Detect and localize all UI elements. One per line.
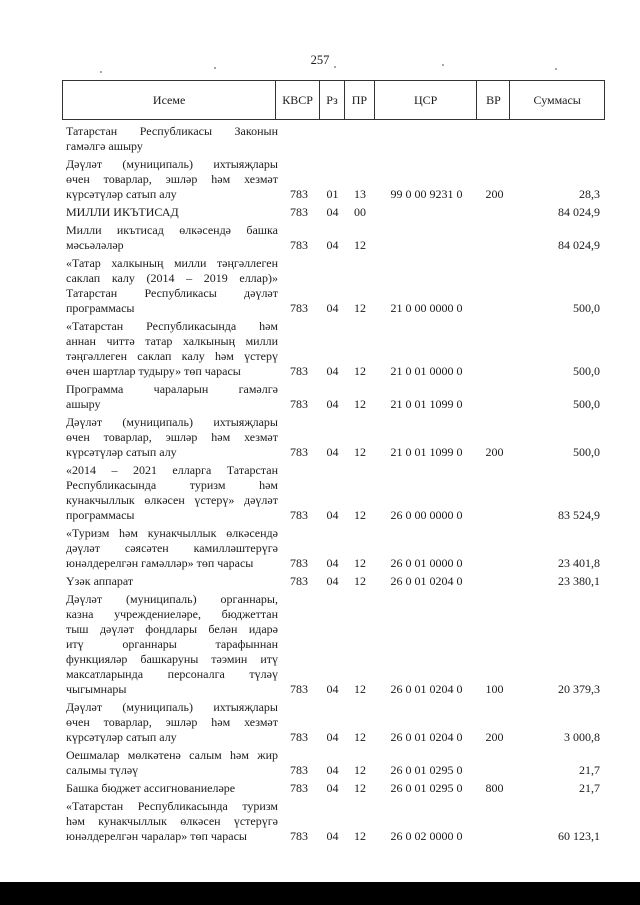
row-kvsr: 783: [290, 187, 308, 201]
row-kvsr: 783: [290, 301, 308, 315]
row-name-line: чыгымнары: [66, 682, 127, 696]
row-name: [66, 748, 278, 778]
row-kvsr: 783: [290, 574, 308, 588]
row-name-line: өчен шартлар тудыру» төп чарасы: [66, 364, 241, 378]
row-csr: 26 0 01 0204 0: [390, 682, 463, 696]
row-name-line: кунакчыллык өлкәсен үстерү» дәүләт: [66, 493, 278, 507]
row-pr: 12: [354, 556, 366, 570]
table-row: [66, 799, 600, 844]
row-vr: 200: [485, 187, 504, 201]
row-name-line: максатларында персоналга түләү: [66, 667, 278, 681]
row-rz: 04: [326, 556, 339, 570]
row-name-line: өчен товарлар, эшләр һәм хезмәт: [66, 172, 278, 186]
row-rz: 04: [326, 829, 339, 843]
table-row: [66, 157, 600, 202]
row-name-line: Дәүләт (муниципаль) органнары,: [66, 592, 278, 606]
row-name-line: «Татарстан Республикасында туризм: [66, 799, 278, 813]
row-name: [66, 700, 278, 745]
row-name: [66, 526, 278, 571]
row-sum: 21,7: [579, 781, 600, 795]
row-kvsr: 783: [290, 682, 308, 696]
row-name-line: салымы түләү: [66, 763, 139, 777]
table-row: [66, 415, 600, 460]
row-kvsr: 783: [290, 364, 308, 378]
row-pr: 12: [354, 781, 366, 795]
column-header-pr: ПР: [345, 81, 375, 119]
row-name-line: тәңгәллеген саклап калу һәм үстерү: [66, 349, 278, 363]
row-rz: 04: [326, 238, 339, 252]
row-rz: 04: [326, 397, 339, 411]
row-name-line: итү органнары тарафыннан: [66, 637, 278, 651]
row-name-line: Милли икътисад өлкәсендә башка: [66, 223, 278, 237]
row-pr: 12: [354, 301, 366, 315]
row-name-line: Татарстан Республикасы дәүләт: [66, 286, 278, 300]
table-row: [66, 223, 600, 253]
row-name-line: «Татар халкының милли тәңгәллеген: [66, 256, 278, 270]
row-csr: 21 0 01 0000 0: [390, 364, 463, 378]
row-name-line: өчен товарлар, эшләр һәм хезмәт: [66, 715, 278, 729]
scan-speck: [334, 66, 336, 68]
scan-speck: [214, 67, 216, 69]
row-name-line: өчен товарлар, эшләр һәм хезмәт: [66, 430, 278, 444]
row-name-line: «2014 – 2021 елларга Татарстан: [66, 463, 278, 477]
table-row: [66, 124, 600, 154]
row-csr: 21 0 00 0000 0: [390, 301, 463, 315]
row-rz: 04: [326, 730, 339, 744]
column-header-vr: ВР: [477, 81, 510, 119]
row-pr: 12: [354, 829, 366, 843]
row-name-line: программасы: [66, 301, 135, 315]
row-sum: 60 123,1: [558, 829, 600, 843]
row-sum: 23 380,1: [558, 574, 600, 588]
table-body: [66, 124, 600, 847]
row-kvsr: 783: [290, 445, 308, 459]
scan-speck: [442, 64, 444, 66]
row-name: [66, 319, 278, 379]
row-sum: 500,0: [573, 364, 600, 378]
row-name-line: Дәүләт (муниципаль) ихтыяҗлары: [66, 700, 278, 714]
row-name-line: күрсәтүләр сатып алу: [66, 445, 177, 459]
row-csr: 26 0 02 0000 0: [390, 829, 463, 843]
page-number: 257: [310, 53, 330, 67]
row-csr: 21 0 01 1099 0: [390, 397, 463, 411]
scan-speck: [100, 71, 102, 73]
row-name-line: күрсәтүләр сатып алу: [66, 187, 177, 201]
row-name-line: Оешмалар мөлкәтенә салым һәм жир: [66, 748, 278, 762]
row-kvsr: 783: [290, 508, 308, 522]
row-kvsr: 783: [290, 730, 308, 744]
row-csr: 26 0 00 0000 0: [390, 508, 463, 522]
row-name: [66, 157, 278, 202]
row-rz: 04: [326, 301, 339, 315]
row-name-line: Республикасында туризм һәм: [66, 478, 278, 492]
row-name: [66, 781, 278, 796]
row-name: [66, 223, 278, 253]
row-rz: 04: [326, 205, 339, 219]
row-sum: 23 401,8: [558, 556, 600, 570]
row-csr: 26 0 01 0204 0: [390, 574, 463, 588]
row-rz: 04: [326, 574, 339, 588]
row-name-line: «Татарстан Республикасында һәм: [66, 319, 278, 333]
row-name-line: Дәүләт (муниципаль) ихтыяҗлары: [66, 415, 278, 429]
row-name-line: мәсьәләләр: [66, 238, 124, 252]
row-name-line: саклап калу (2014 – 2019 еллар)»: [66, 271, 278, 285]
row-sum: 500,0: [573, 301, 600, 315]
column-header-rz: Рз: [320, 81, 345, 119]
row-name-line: аннан читтә татар халкының милли: [66, 334, 278, 348]
row-name: [66, 463, 278, 523]
row-pr: 12: [354, 730, 366, 744]
row-csr: 26 0 01 0295 0: [390, 781, 463, 795]
row-csr: 26 0 01 0000 0: [390, 556, 463, 570]
row-name-line: казна учреждениеләре, бюджеттан: [66, 607, 278, 621]
row-rz: 04: [326, 781, 339, 795]
row-sum: 28,3: [579, 187, 600, 201]
row-name-line: Программа чараларын гамәлгә: [66, 382, 278, 396]
row-name-line: Дәүләт (муниципаль) ихтыяҗлары: [66, 157, 278, 171]
row-name: [66, 799, 278, 844]
table-row: [66, 574, 600, 589]
row-csr: 99 0 00 9231 0: [390, 187, 463, 201]
row-name-line: тыш дәүләт фондлары белән идарә: [66, 622, 278, 636]
row-name-line: һәм кунакчыллык өлкәсен үстерүгә: [66, 814, 278, 828]
row-csr: 21 0 01 1099 0: [390, 445, 463, 459]
row-rz: 04: [326, 445, 339, 459]
row-sum: 500,0: [573, 397, 600, 411]
row-name-line: Үзәк аппарат: [66, 574, 134, 588]
row-vr: 200: [485, 730, 504, 744]
row-sum: 84 024,9: [558, 205, 600, 219]
row-kvsr: 783: [290, 205, 308, 219]
row-csr: 26 0 01 0204 0: [390, 730, 463, 744]
row-sum: 20 379,3: [558, 682, 600, 696]
column-header-sum: Суммасы: [533, 92, 581, 107]
row-csr: 26 0 01 0295 0: [390, 763, 463, 777]
column-header-csr: ЦСР: [375, 81, 478, 119]
row-name: [66, 256, 278, 316]
row-name-line: Татарстан Республикасы Законын: [66, 124, 278, 138]
row-name-line: дәүләт сәясәтен камилләштерүгә: [66, 541, 278, 555]
row-vr: 800: [485, 781, 504, 795]
row-name: [66, 574, 278, 589]
row-vr: 200: [485, 445, 504, 459]
table-row: [66, 748, 600, 778]
row-rz: 01: [326, 187, 339, 201]
row-pr: 12: [354, 574, 366, 588]
row-name-line: программасы: [66, 508, 135, 522]
row-sum: 3 000,8: [564, 730, 600, 744]
row-pr: 12: [354, 364, 366, 378]
row-pr: 12: [354, 763, 366, 777]
row-name: [66, 592, 278, 697]
row-pr: 12: [354, 397, 366, 411]
row-pr: 12: [354, 445, 366, 459]
table-row: [66, 781, 600, 796]
row-vr: 100: [485, 682, 504, 696]
row-pr: 13: [354, 187, 366, 201]
row-name: [66, 382, 278, 412]
row-sum: 84 024,9: [558, 238, 600, 252]
column-header-name: Исеме: [63, 81, 276, 119]
row-name: [66, 205, 278, 220]
row-name-line: МИЛЛИ ИКЪТИСАД: [66, 205, 179, 219]
row-sum: 500,0: [573, 445, 600, 459]
row-kvsr: 783: [290, 763, 308, 777]
column-header-kvsr: КВСР: [276, 81, 320, 119]
table-row: [66, 700, 600, 745]
row-name-line: юнәлдерелгән гамәлләр» төп чарасы: [66, 556, 254, 570]
row-name-line: ашыру: [66, 397, 101, 411]
table-row: [66, 256, 600, 316]
row-kvsr: 783: [290, 556, 308, 570]
row-name-line: «Туризм һәм кунакчыллык өлкәсендә: [66, 526, 278, 540]
row-pr: 12: [354, 508, 366, 522]
row-rz: 04: [326, 763, 339, 777]
table-row: [66, 319, 600, 379]
table-row: [66, 526, 600, 571]
table-row: [66, 592, 600, 697]
row-name: [66, 415, 278, 460]
row-name-line: Башка бюджет ассигнованиеләре: [66, 781, 236, 795]
scan-edge-bar: [0, 882, 640, 905]
scan-speck: [555, 68, 557, 70]
row-name-line: юнәлдерелгән чаралар» төп чарасы: [66, 829, 247, 843]
row-pr: 12: [354, 682, 366, 696]
row-kvsr: 783: [290, 781, 308, 795]
row-kvsr: 783: [290, 829, 308, 843]
table-row: [66, 463, 600, 523]
table-header: [62, 80, 605, 120]
row-sum: 83 524,9: [558, 508, 600, 522]
row-kvsr: 783: [290, 238, 308, 252]
row-name-line: күрсәтүләр сатып алу: [66, 730, 177, 744]
row-rz: 04: [326, 508, 339, 522]
row-rz: 04: [326, 364, 339, 378]
row-kvsr: 783: [290, 397, 308, 411]
row-rz: 04: [326, 682, 339, 696]
row-name-line: функцияләр башкаруны тәэмин итү: [66, 652, 278, 666]
row-name: [66, 124, 278, 154]
row-name-line: гамәлгә ашыру: [66, 139, 143, 153]
row-sum: 21,7: [579, 763, 600, 777]
row-pr: 00: [354, 205, 366, 219]
table-row: [66, 382, 600, 412]
table-row: [66, 205, 600, 220]
row-pr: 12: [354, 238, 366, 252]
